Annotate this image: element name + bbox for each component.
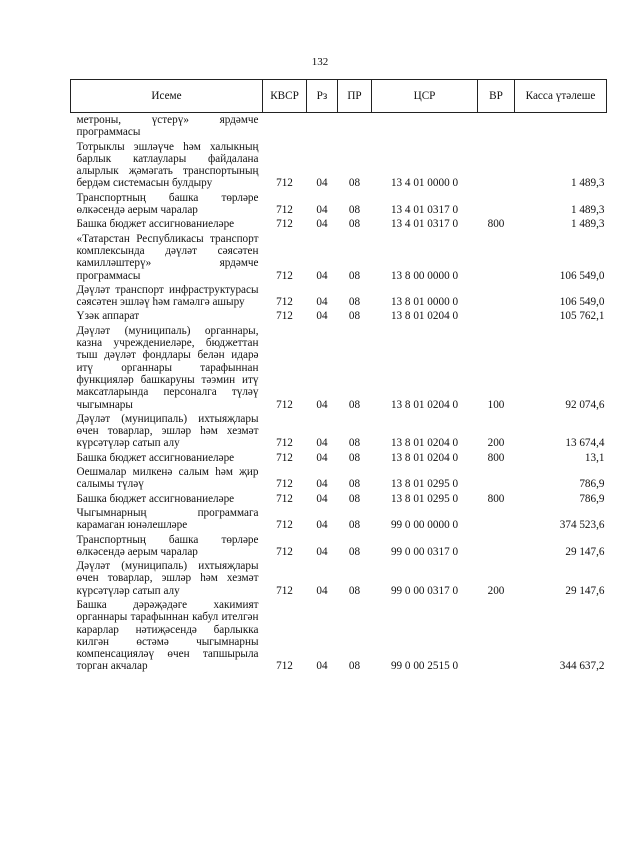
table-row (71, 217, 607, 231)
table-row (71, 559, 607, 598)
row-kvsr: 712 (276, 296, 293, 309)
table-row (71, 283, 607, 310)
row-rz: 04 (316, 492, 328, 505)
row-amount: 1 489,3 (570, 218, 605, 231)
row-amount: 92 074,6 (565, 398, 605, 411)
row-rz: 04 (316, 204, 328, 217)
row-amount: 13 674,4 (565, 437, 605, 450)
header-csr: ЦСР (372, 80, 478, 113)
table-header (71, 80, 607, 113)
table-row (71, 533, 607, 560)
row-vr (478, 191, 515, 218)
row-amount: 786,9 (579, 492, 605, 505)
row-kvsr: 712 (276, 269, 293, 282)
header-pr: ПР (338, 80, 372, 113)
row-kvsr: 712 (276, 660, 293, 673)
row-rz: 04 (316, 545, 328, 558)
row-rz: 04 (316, 218, 328, 231)
row-csr: 13 8 01 0295 0 (390, 478, 459, 491)
row-csr: 13 8 01 0204 0 (390, 451, 459, 464)
row-pr: 08 (348, 310, 361, 323)
table-row (71, 451, 607, 465)
row-name: Башка бюджет ассигнованиеләре (76, 492, 235, 505)
row-name: Дәүләт (муниципаль) ихтыяҗлары өчен товарлар, эшләр һәм хезмәт күрсәтүләр сатып алу (76, 412, 259, 450)
row-name: Оешмалар милкенә салым һәм җир салымы түләү (76, 466, 259, 491)
row-name: Тотрыклы эшләүче һәм халыкның барлык катлаулары файдалана алырлык җәмәгать транспортының бердәм системасын булдыру (76, 140, 259, 190)
row-rz: 04 (316, 296, 328, 309)
table-row (71, 140, 607, 191)
row-rz: 04 (316, 584, 328, 597)
row-vr (478, 309, 515, 323)
row-name: Дәүләт (муниципаль) органнары, казна учреждениеләре, бюджеттан тыш дәүләт фондлары белән идарә итү органнары тарафыннан функцияләр башкаруны тәэмин итү максатларында персоналга түләү чыгымнары (76, 324, 259, 411)
row-name: Башка бюджет ассигнованиеләре (76, 451, 235, 464)
table-row (71, 598, 607, 674)
row-amount: 105 762,1 (559, 310, 605, 323)
row-pr: 08 (348, 492, 361, 505)
row-rz: 04 (316, 398, 328, 411)
row-name: Дәүләт (муниципаль) ихтыяҗлары өчен товарлар, эшләр һәм хезмәт күрсәтүләр сатып алу (76, 560, 259, 597)
row-rz: 04 (316, 177, 328, 190)
row-rz: 04 (316, 269, 328, 282)
row-name: Башка бюджет ассигнованиеләре (76, 218, 235, 231)
row-vr (478, 232, 515, 283)
row-kvsr: 712 (276, 437, 293, 450)
row-csr: 13 8 01 0295 0 (390, 492, 459, 505)
row-pr: 08 (348, 519, 361, 532)
row-vr: 200 (487, 437, 505, 450)
row-csr: 13 8 00 0000 0 (390, 269, 459, 282)
row-csr: 99 0 00 0317 0 (390, 584, 459, 597)
row-csr: 13 4 01 0317 0 (390, 204, 459, 217)
row-pr: 08 (348, 437, 361, 450)
table-row (71, 412, 607, 451)
row-pr: 08 (348, 545, 361, 558)
row-amount: 344 637,2 (559, 660, 605, 673)
row-pr: 08 (348, 660, 361, 673)
table-row (71, 506, 607, 533)
row-kvsr: 712 (276, 584, 293, 597)
row-vr: 800 (487, 451, 505, 464)
page-number: 132 (311, 56, 329, 68)
row-pr: 08 (348, 218, 361, 231)
row-name: Дәүләт транспорт инфраструктурасы сәясәтен эшләү һәм гамәлгә ашыру (76, 283, 259, 309)
row-vr (478, 465, 515, 492)
row-kvsr: 712 (276, 177, 293, 190)
row-csr: 99 0 00 0000 0 (390, 519, 459, 532)
row-amount: 1 489,3 (570, 204, 605, 217)
row-kvsr (263, 113, 307, 140)
row-kvsr: 712 (276, 451, 293, 464)
row-amount (515, 113, 607, 140)
row-name: Чыгымнарның программага карамаган юнәлешләре (76, 506, 259, 532)
row-csr: 13 8 01 0204 0 (390, 310, 459, 323)
row-csr: 99 0 00 2515 0 (390, 660, 459, 673)
row-name: Башка дәрәҗәдәге хакимият органнары тарафыннан кабул ителгән карарлар нәтиҗәсендә барлыкка килгән өстәмә чыгымнарны компенсацияләү өчен тапшырыла торган акчалар (76, 598, 259, 673)
row-pr: 08 (348, 584, 361, 597)
row-kvsr: 712 (276, 545, 293, 558)
header-kvsr: КВСР (263, 80, 307, 113)
row-vr (478, 283, 515, 310)
row-pr: 08 (348, 478, 361, 491)
row-rz: 04 (316, 310, 328, 323)
row-rz: 04 (316, 451, 328, 464)
row-pr: 08 (348, 177, 361, 190)
row-rz: 04 (316, 660, 328, 673)
header-amount: Касса үтәлеше (515, 80, 607, 113)
table-row (71, 113, 607, 140)
row-vr: 800 (487, 218, 505, 231)
row-vr (478, 598, 515, 674)
table-row (71, 309, 607, 323)
table-row (71, 465, 607, 492)
row-kvsr: 712 (276, 478, 293, 491)
row-pr: 08 (348, 398, 361, 411)
row-csr: 13 8 01 0204 0 (390, 437, 459, 450)
table-body (71, 113, 607, 674)
row-amount: 13,1 (584, 451, 605, 464)
row-pr: 08 (348, 451, 361, 464)
row-csr: 13 4 01 0317 0 (390, 218, 459, 231)
row-name: Транспортның башка төрләре өлкәсендә аерым чаралар (76, 533, 259, 558)
row-vr: 200 (487, 584, 505, 597)
budget-table (70, 79, 607, 674)
row-kvsr: 712 (276, 519, 293, 532)
row-vr (478, 140, 515, 191)
row-name: Үзәк аппарат (76, 310, 140, 323)
row-kvsr: 712 (276, 204, 293, 217)
row-rz: 04 (316, 478, 328, 491)
row-rz: 04 (316, 437, 328, 450)
row-amount: 29 147,6 (565, 545, 605, 558)
row-pr: 08 (348, 204, 361, 217)
row-vr (478, 506, 515, 533)
row-pr (338, 113, 372, 140)
row-csr: 13 8 01 0204 0 (390, 398, 459, 411)
row-kvsr: 712 (276, 492, 293, 505)
row-vr (478, 533, 515, 560)
row-name: Транспортның башка төрләре өлкәсендә аерым чаралар (76, 191, 259, 217)
row-amount: 106 549,0 (559, 269, 605, 282)
row-vr: 100 (487, 398, 505, 411)
row-pr: 08 (348, 296, 361, 309)
row-csr (372, 113, 478, 140)
table-row (71, 191, 607, 218)
table-row (71, 324, 607, 412)
row-csr: 13 4 01 0000 0 (390, 177, 459, 190)
table-row (71, 232, 607, 283)
header-vr: ВР (478, 80, 515, 113)
row-name: «Татарстан Республикасы транспорт комплексында дәүләт сәясәтен камилләштерү» ярдәмче программасы (76, 232, 259, 282)
row-amount: 106 549,0 (559, 296, 605, 309)
row-kvsr: 712 (276, 218, 293, 231)
row-vr (478, 113, 515, 140)
row-vr: 800 (487, 492, 505, 505)
table-row (71, 492, 607, 506)
row-kvsr: 712 (276, 398, 293, 411)
row-amount: 374 523,6 (559, 519, 605, 532)
row-name: метроны, үстерү» ярдәмче программасы (76, 114, 259, 139)
row-kvsr: 712 (276, 310, 293, 323)
row-csr: 99 0 00 0317 0 (390, 545, 459, 558)
row-rz: 04 (316, 519, 328, 532)
row-amount: 786,9 (579, 478, 605, 491)
row-amount: 29 147,6 (565, 584, 605, 597)
row-rz (307, 113, 338, 140)
row-pr: 08 (348, 269, 361, 282)
header-name: Исеме (71, 80, 263, 113)
row-amount: 1 489,3 (570, 177, 605, 190)
header-rz: Рз (307, 80, 338, 113)
row-csr: 13 8 01 0000 0 (390, 296, 459, 309)
